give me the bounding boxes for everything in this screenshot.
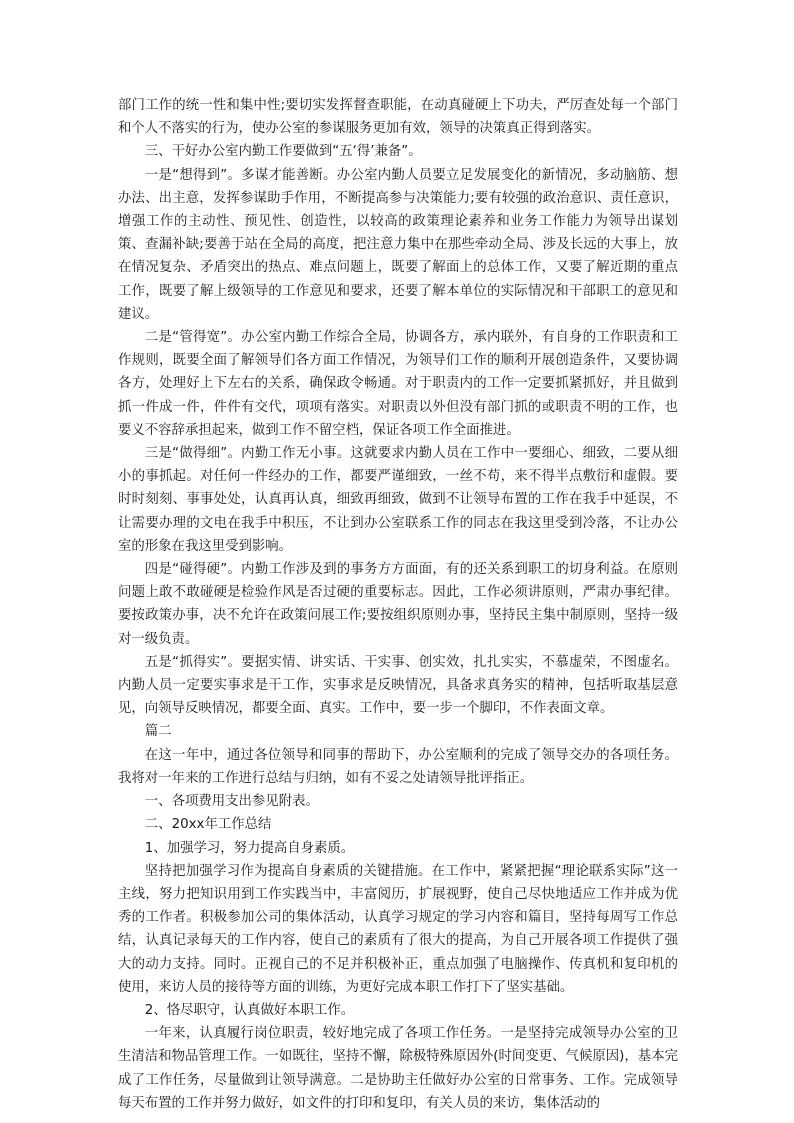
paragraph-continuation: 部门工作的统一性和集中性;要切实发挥督查职能，在动真碰硬上下功夫，严厉查处每一个部门和个人不落实的行为，使办公室的参谋服务更加有效，领导的决策真正得到落实。 [118,98,678,137]
paragraph-study: 坚持把加强学习作为提高自身素质的关键措施。在工作中，紧紧把握“理论联系实际”这一主线，努力把知识用到工作实践当中，丰富阅历，扩展视野，使自己尽快地适应工作并成为优秀的工作者。积极参加公司的集体活动，认真学习规定的学习内容和篇目，坚持每周写工作总结，认真记录每天的工作内容，使自己的素质有了很大的提高，为自己开展各项工作提供了强大的动力支持。同时。正视自己的不足并积极补正，重点加强了电脑操作、传真机和复印机的使用，来访人员的接待等方面的训练，为更好完成本职工作打下了坚实基础。 [118,863,678,995]
paragraph-intro: 在这一年中，通过各位领导和同事的帮助下，办公室顺利的完成了领导交办的各项任务。我将对一年来的工作进行总结与归纳，如有不妥之处请领导批评指正。 [118,747,678,786]
subheading-study: 1、加强学习，努力提高自身素质。 [144,840,355,856]
paragraph-duty: 一年来，认真履行岗位职责，较好地完成了各项工作任务。一是坚持完成领导办公室的卫生清洁和物品管理工作。一如既往，坚持不懈，除极特殊原因外(时间变更、气候原因)，基本完成了工作任务，尽量做到让领导满意。二是协助主任做好办公室的日常事务、工作。完成领导每天布置的工作并努力做好，如文件的打印和复印，有关人员的来访，集体活动的 [118,1026,678,1111]
section-heading-three: 三、干好办公室内勤工作要做到“五‘得’兼备”。 [144,144,422,160]
section-heading-summary: 二、20xx年工作总结 [144,817,272,833]
paragraph-point-one: 一是“想得到”。多谋才能善断。办公室内勤人员要立足发展变化的新情况，多动脑筋、想办法、出主意，发挥参谋助手作用，不断提高参与决策能力;要有较强的政治意识、责任意识，增强工作的主动性、预见性、创造性，以较高的政策理论素养和业务工作能力为领导出谋划策、查漏补缺;要善于站在全局的高度，把注意力集中在那些牵动全局、涉及长远的大事上，放在情况复杂、矛盾突出的热点、难点问题上，既要了解面上的总体工作，又要了解近期的重点工作，既要了解上级领导的工作意见和要求，还要了解本单位的实际情况和干部职工的意见和建议。 [118,167,678,322]
section-heading-expenses: 一、各项费用支出参见附表。 [144,794,319,810]
document-body [118,94,678,1115]
paragraph-point-two: 二是“管得宽”。办公室内勤工作综合全局，协调各方，承内联外，有自身的工作职责和工作规则，既要全面了解领导们各方面工作情况，为领导们工作的顺利开展创造条件，又要协调各方，处理好上下左右的关系，确保政令畅通。对于职责内的工作一定要抓紧抓好，并且做到抓一件成一件，件件有交代，项项有落实。对职责以外但没有部门抓的或职责不明的工作，也要义不容辞承担起来，做到工作不留空档，保证各项工作全面推进。 [118,330,678,438]
subheading-duty: 2、恪尽职守，认真做好本职工作。 [144,1002,355,1018]
paragraph-point-five: 五是“抓得实”。要据实情、讲实话、干实事、创实效，扎扎实实，不慕虚荣，不图虚名。内勤人员一定要实事求是干工作，实事求是反映情况，具备求真务实的精神，包括听取基层意见，向领导反映情况，都要全面、真实。工作中，要一步一个脚印，不作表面文章。 [118,654,678,717]
paragraph-point-three: 三是“做得细”。内勤工作无小事。这就要求内勤人员在工作中一要细心、细致，二要从细小的事抓起。对任何一件经办的工作，都要严谨细致，一丝不苟，来不得半点敷衍和虚假。要时时刻刻、事事处处，认真再认真，细致再细致，做到不让领导布置的工作在我手中延误，不让需要办理的文电在我手中积压，不让到办公室联系工作的同志在我这里受到冷落，不让办公室的形象在我这里受到影响。 [118,446,678,554]
part-two-heading: 篇二 [144,724,172,740]
paragraph-point-four: 四是“碰得硬”。内勤工作涉及到的事务方方面面，有的还关系到职工的切身利益。在原则问题上敢不敢碰硬是检验作风是否过硬的重要标志。因此，工作必须讲原则，严肃办事纪律。要按政策办事，决不允许在政策问展工作;要按组织原则办事，坚持民主集中制原则，坚持一级对一级负责。 [118,562,678,647]
